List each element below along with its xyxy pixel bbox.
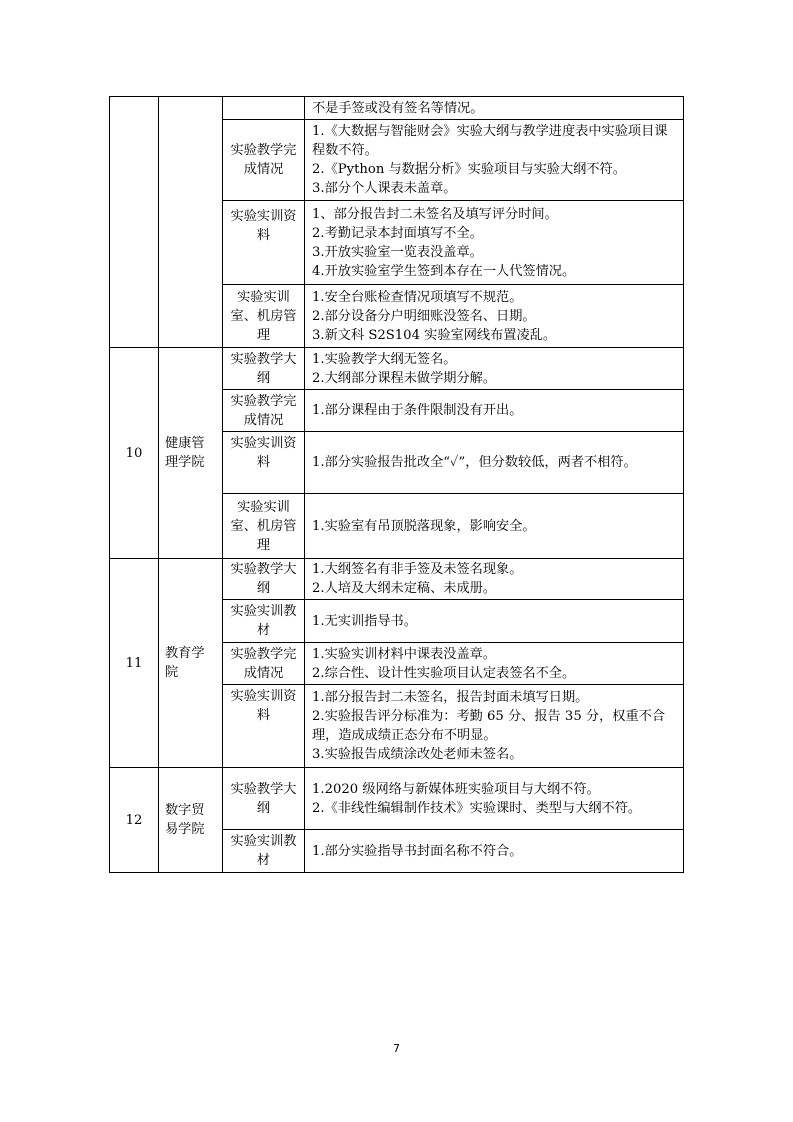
detail-cell: 1.部分课程由于条件限制没有开出。	[305, 390, 684, 432]
row-number: 12	[110, 768, 159, 873]
category-cell: 实验教学完成情况	[223, 643, 305, 685]
detail-cell: 1.无实训指导书。	[305, 600, 684, 643]
detail-cell: 1.实验教学大纲无签名。 2.大纲部分课程未做学期分解。	[305, 348, 684, 390]
category-cell: 实验实训教材	[223, 830, 305, 873]
detail-cell: 1.部分报告封二未签名，报告封面未填写日期。 2.实验报告评分标准为：考勤 65 分、报告 35 分，权重不合理，造成成绩正态分布不明显。 3.实验报告成绩涂改处老师未签名。	[305, 685, 684, 768]
category-cell: 实验教学完成情况	[223, 390, 305, 432]
detail-cell: 1.部分实验报告批改全“✓”，但分数较低，两者不相符。	[305, 432, 684, 494]
category-cell: 实验实训资料	[223, 685, 305, 768]
page-number: 7	[393, 1042, 400, 1055]
category-cell: 实验实训室、机房管理	[223, 494, 305, 559]
category-cell: 实验教学大纲	[223, 348, 305, 390]
table-row	[110, 559, 684, 600]
category-cell: 实验教学大纲	[223, 559, 305, 600]
row-number: 11	[110, 559, 159, 768]
department-name: 教育学院	[159, 559, 223, 768]
category-cell: 实验实训资料	[223, 432, 305, 494]
category-cell-empty	[223, 97, 305, 120]
detail-cell: 1.实验室有吊顶脱落现象，影响安全。	[305, 494, 684, 559]
detail-cell: 1.大纲签名有非手签及未签名现象。 2.人培及大纲未定稿、未成册。	[305, 559, 684, 600]
department-name: 健康管理学院	[159, 348, 223, 559]
detail-cell: 不是手签或没有签名等情况。	[305, 97, 684, 120]
row-number: 10	[110, 348, 159, 559]
table-row	[110, 97, 684, 120]
department-cell-empty	[159, 97, 223, 348]
detail-cell: 1.安全台账检查情况项填写不规范。 2.部分设备分户明细账没签名、日期。 3.新文科 S2S104 实验室网线布置凌乱。	[305, 285, 684, 348]
category-cell: 实验实训教材	[223, 600, 305, 643]
detail-cell: 1.部分实验指导书封面名称不符合。	[305, 830, 684, 873]
inspection-table	[109, 96, 684, 873]
category-cell: 实验教学完成情况	[223, 120, 305, 201]
detail-cell: 1.实验实训材料中课表没盖章。 2.综合性、设计性实验项目认定表签名不全。	[305, 643, 684, 685]
category-cell: 实验实训资料	[223, 201, 305, 285]
number-cell-empty	[110, 97, 159, 348]
detail-cell: 1.2020 级网络与新媒体班实验项目与大纲不符。 2.《非线性编辑制作技术》实验课时、类型与大纲不符。	[305, 768, 684, 830]
category-cell: 实验实训室、机房管理	[223, 285, 305, 348]
detail-cell: 1、部分报告封二未签名及填写评分时间。 2.考勤记录本封面填写不全。 3.开放实验室一览表没盖章。 4.开放实验室学生签到本存在一人代签情况。	[305, 201, 684, 285]
table-row	[110, 348, 684, 390]
category-cell: 实验教学大纲	[223, 768, 305, 830]
table-row	[110, 768, 684, 830]
department-name: 数字贸易学院	[159, 768, 223, 873]
detail-cell: 1.《大数据与智能财会》实验大纲与教学进度表中实验项目课程数不符。 2.《Python 与数据分析》实验项目与实验大纲不符。 3.部分个人课表未盖章。	[305, 120, 684, 201]
